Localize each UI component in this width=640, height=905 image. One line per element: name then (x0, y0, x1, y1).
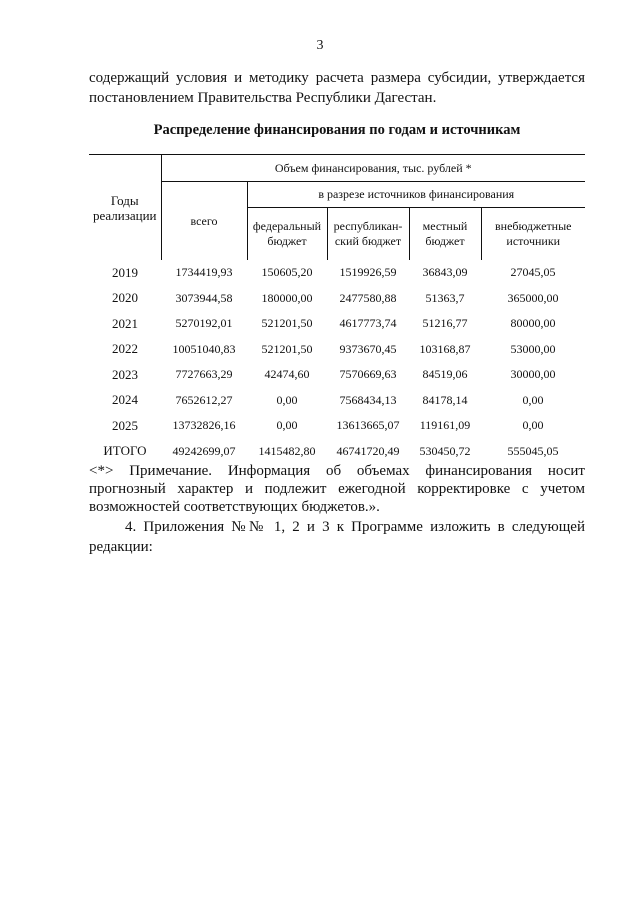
cell-federal: 0,00 (276, 392, 298, 407)
cell-republic: 46741720,49 (336, 443, 400, 458)
cell-total: 3073944,58 (175, 290, 233, 305)
cell-total: 5270192,01 (175, 316, 233, 331)
cell-extra: 365000,00 (507, 290, 559, 305)
page-number: 3 (316, 38, 324, 53)
cell-total: 49242699,07 (172, 443, 236, 458)
cell-federal: 0,00 (276, 418, 298, 433)
cell-federal: 180000,00 (261, 290, 313, 305)
cell-year: 2025 (112, 417, 138, 433)
table-total-row (89, 439, 585, 465)
table-row (89, 260, 585, 286)
intro-paragraph (89, 68, 585, 108)
volume-header: Объем финансирования, тыс. рублей * (161, 155, 585, 182)
cell-local: 51216,77 (422, 316, 468, 331)
total-column-header: всего (161, 182, 247, 261)
cell-total: 7727663,29 (175, 367, 233, 382)
cell-federal: 1415482,80 (258, 443, 316, 458)
cell-local: 36843,09 (422, 265, 468, 280)
cell-extra: 27045,05 (510, 265, 556, 280)
cell-local: 530450,72 (419, 443, 471, 458)
item-4-line-1: 4. Приложения №№ 1, 2 и 3 к Программе изложить в следующей (125, 519, 585, 535)
cell-extra: 0,00 (522, 418, 544, 433)
cell-local: 84519,06 (422, 367, 468, 382)
cell-federal: 150605,20 (261, 265, 313, 280)
cell-total: 1734419,93 (175, 265, 233, 280)
financing-table (89, 154, 585, 464)
note-line-2: прогнозный характер и подлежит ежегодной корректировке с учетом (89, 481, 585, 497)
cell-republic: 2477580,88 (339, 290, 397, 305)
table-note (89, 462, 585, 516)
cell-year: 2020 (112, 290, 138, 306)
table-row (89, 413, 585, 439)
cell-republic: 7570669,63 (339, 367, 397, 382)
cell-year: 2023 (112, 366, 138, 382)
cell-local: 103168,87 (419, 341, 471, 356)
republic-column-header: республикан-ский бюджет (327, 207, 409, 260)
sources-header: в разрезе источников финансирования (247, 182, 585, 208)
table-row (89, 388, 585, 414)
intro-line-2: постановлением Правительства Республики Дагестан. (89, 90, 437, 106)
cell-total: 7652612,27 (175, 392, 233, 407)
intro-line-1: содержащий условия и методику расчета размера субсидии, утверждается (89, 70, 585, 86)
federal-column-header: федеральный бюджет (247, 207, 327, 260)
cell-local: 119161,09 (419, 418, 471, 433)
cell-local: 51363,7 (425, 290, 465, 305)
table-row (89, 337, 585, 363)
cell-total: 10051040,83 (172, 341, 236, 356)
cell-extra: 0,00 (522, 392, 544, 407)
cell-republic: 9373670,45 (339, 341, 397, 356)
cell-year: 2019 (112, 264, 138, 280)
table-row (89, 362, 585, 388)
year-column-header (89, 155, 161, 261)
item-4-line-2: редакции: (89, 539, 153, 555)
note-line-1: <*> Примечание. Информация об объемах финансирования носит (89, 463, 585, 479)
table-row (89, 286, 585, 312)
item-4-paragraph (89, 517, 585, 557)
cell-year: 2024 (112, 392, 138, 408)
cell-federal: 42474,60 (264, 367, 310, 382)
table-title: Распределение финансирования по годам и источникам (153, 122, 521, 138)
cell-year: ИТОГО (103, 443, 147, 459)
cell-extra: 555045,05 (507, 443, 559, 458)
cell-year: 2021 (112, 315, 138, 331)
year-header-text: Годы реализации (92, 192, 157, 223)
local-column-header: местный бюджет (409, 207, 481, 260)
cell-local: 84178,14 (422, 392, 468, 407)
cell-extra: 30000,00 (510, 367, 556, 382)
cell-republic: 1519926,59 (339, 265, 397, 280)
cell-extra: 53000,00 (510, 341, 556, 356)
cell-federal: 521201,50 (261, 341, 313, 356)
extra-column-header: внебюджетные источники (495, 218, 572, 248)
cell-republic: 13613665,07 (336, 418, 400, 433)
cell-republic: 4617773,74 (339, 316, 397, 331)
cell-republic: 7568434,13 (339, 392, 397, 407)
cell-federal: 521201,50 (261, 316, 313, 331)
table-row (89, 311, 585, 337)
note-line-3: возможностей соответствующих бюджетов.». (89, 499, 380, 515)
cell-total: 13732826,16 (172, 418, 236, 433)
cell-extra: 80000,00 (510, 316, 556, 331)
cell-year: 2022 (112, 341, 138, 357)
